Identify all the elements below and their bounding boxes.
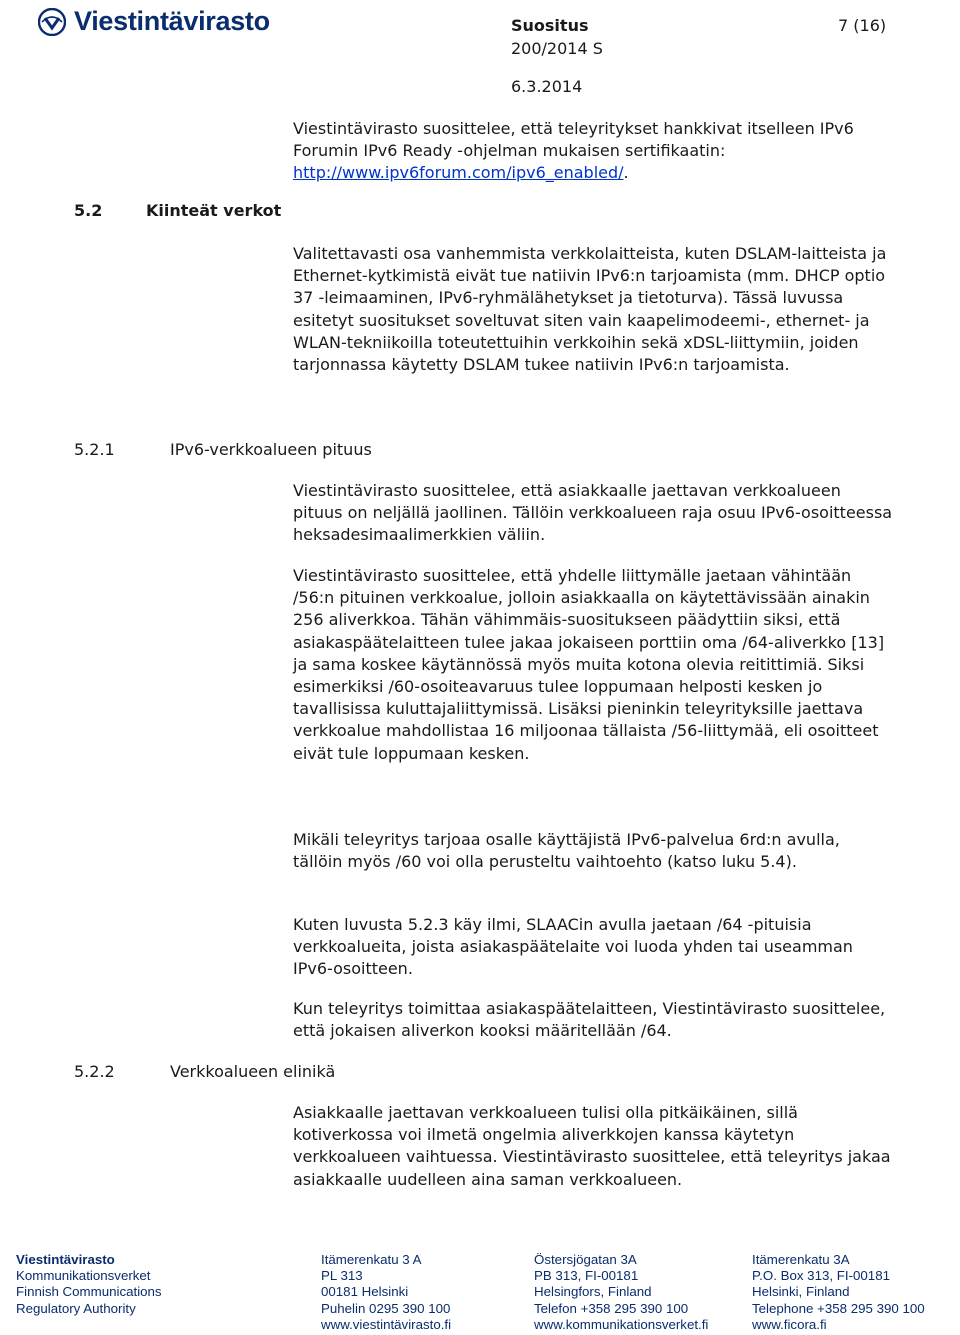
footer-link[interactable]: www.ficora.fi <box>752 1316 827 1332</box>
footer-line: Itämerenkatu 3A <box>752 1252 850 1267</box>
footer-column-swedish <box>534 1252 708 1333</box>
intro-text-end: . <box>623 163 629 183</box>
footer-line: Finnish Communications <box>16 1284 162 1300</box>
subsection-paragraph: Asiakkaalle jaettavan verkkoalueen tulisi olla pitkäikäinen, sillä kotiverkossa voi ilmetä ongelmia aliverkkojen kanssa käytetyn verkkoalueen vaihtuessa. Viestintävirasto suosittelee, että teleyritys jakaa asiakkaalle uudelleen aina saman verkkoalueen. <box>293 1103 891 1189</box>
footer-line: 00181 Helsinki <box>321 1284 409 1300</box>
logo-text: Viestintävirasto <box>74 6 270 36</box>
page-number: 7 (16) <box>838 16 887 35</box>
document-number: 200/2014 S <box>511 39 603 58</box>
footer-line: Itämerenkatu 3 A <box>321 1252 422 1267</box>
subsection-title: Verkkoalueen elinikä <box>170 1062 336 1081</box>
footer-line: Kommunikationsverket <box>16 1268 151 1284</box>
intro-paragraph <box>293 118 893 185</box>
document-date: 6.3.2014 <box>511 77 583 96</box>
footer-line: Telefon +358 295 390 100 <box>534 1300 689 1316</box>
ipv6-forum-link[interactable]: http://www.ipv6forum.com/ipv6_enabled/ <box>293 163 624 183</box>
footer-line: PL 313 <box>321 1268 363 1284</box>
subsection-paragraph: Viestintävirasto suosittelee, että asiakkaalle jaettavan verkkoalueen pituus on neljällä jaollinen. Tällöin verkkoalueen raja osuu IPv6-osoitteessa heksadesimaalimerkkien väliin. <box>293 481 893 545</box>
footer-line: Puhelin 0295 390 100 <box>321 1300 451 1316</box>
footer-column-agency <box>16 1252 162 1317</box>
section-paragraph: Valitettavasti osa vanhemmista verkkolaitteista, kuten DSLAM-laitteista ja Ethernet-kytkimistä eivät tue natiivin IPv6:n tarjoamista (mm. DHCP optio 37 -leimaaminen, IPv6-ryhmälähetykset ja tietoturva). Tässä luvussa esitetyt suositukset soveltuvat siten vain kaapelimodeemi-, ethernet- ja WLAN-tekniikoilla toteutettuihin verkkoihin sekä xDSL-liittymiin, joiden tarjonnassa käytetty DSLAM tukee natiivin IPv6:n tarjoamista. <box>293 244 887 375</box>
footer-line: Regulatory Authority <box>16 1300 136 1316</box>
footer-line: PB 313, FI-00181 <box>534 1268 639 1284</box>
footer-line: P.O. Box 313, FI-00181 <box>752 1268 890 1284</box>
footer-link[interactable]: www.kommunikationsverket.fi <box>534 1316 709 1332</box>
logo-mark-icon <box>38 8 66 36</box>
footer-link[interactable]: www.viestintävirasto.fi <box>321 1316 452 1332</box>
section-title: Kiinteät verkot <box>146 201 282 220</box>
footer-column-finnish <box>321 1252 451 1333</box>
section-number: 5.2 <box>74 201 103 220</box>
subsection-paragraph: Kun teleyritys toimittaa asiakaspäätelaitteen, Viestintävirasto suosittelee, että jokaisen aliverkon kooksi määritellään /64. <box>293 999 886 1041</box>
subsection-title: IPv6-verkkoalueen pituus <box>170 440 372 459</box>
subsection-number: 5.2.1 <box>74 440 115 459</box>
subsection-paragraph: Viestintävirasto suosittelee, että yhdelle liittymälle jaetaan vähintään /56:n pituinen verkkoalue, jolloin asiakkaalla on käytettävissään ainakin 256 aliverkkoa. Tähän vähimmäis-suositukseen päädyttiin siksi, että asiakaspäätelaitteen tulee jakaa jokaiseen porttiin oma /64-aliverkko [13] ja sama koskee käytännössä myös muita kotona olevia reitittimiä. Siksi esimerkiksi /60-osoiteavaruus tulee loppumaan helposti kesken jo tavallisissa kuluttajaliittymissä. Lisäksi pieninkin teleyrityksille jaettava verkkoalue mahdollistaa 16 miljoonaa tällaista /56-liittymää, eli osoitteet eivät tule loppumaan kesken. <box>293 566 885 763</box>
subsection-paragraph: Mikäli teleyritys tarjoaa osalle käyttäjistä IPv6-palvelua 6rd:n avulla, tällöin myös /60 voi olla perusteltu vaihtoehto (katso luku 5.4). <box>293 830 840 872</box>
footer-line: Helsinki, Finland <box>752 1284 850 1300</box>
footer-column-english <box>752 1252 925 1333</box>
intro-text: Viestintävirasto suosittelee, että teleyritykset hankkivat itselleen IPv6 Forumin IPv6 Ready -ohjelman mukaisen sertifikaatin: <box>293 119 854 161</box>
footer-line: Östersjögatan 3A <box>534 1252 637 1267</box>
footer-line: Telephone +358 295 390 100 <box>752 1300 925 1316</box>
document-type: Suositus <box>511 16 589 35</box>
subsection-paragraph: Kuten luvusta 5.2.3 käy ilmi, SLAACin avulla jaetaan /64 -pituisia verkkoalueita, joista asiakaspäätelaite voi luoda yhden tai useamman IPv6-osoitteen. <box>293 915 853 979</box>
subsection-number: 5.2.2 <box>74 1062 115 1081</box>
logo <box>38 6 270 37</box>
footer-line: Helsingfors, Finland <box>534 1284 652 1300</box>
footer-line: Viestintävirasto <box>16 1252 115 1267</box>
